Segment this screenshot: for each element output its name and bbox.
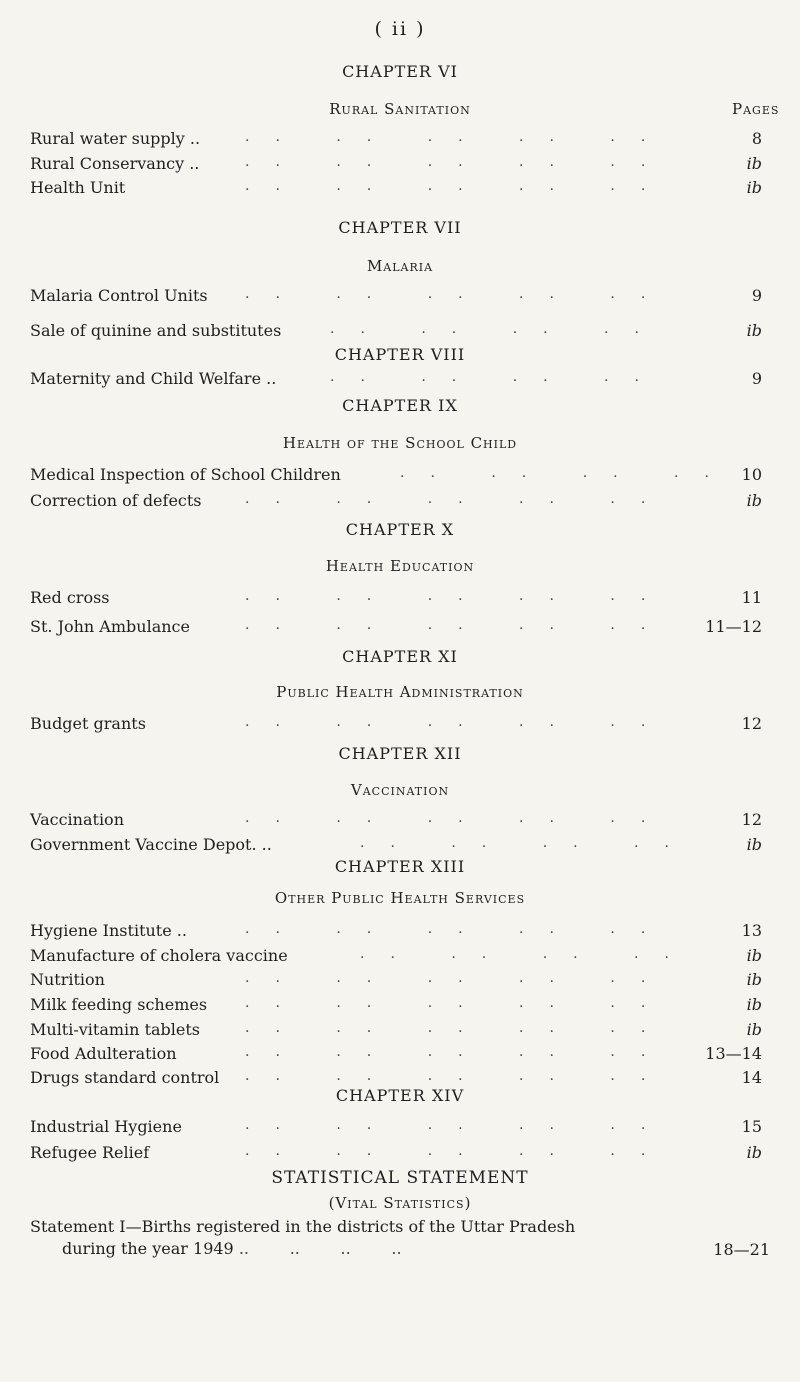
chapter-subtitle: Public Health Administration xyxy=(276,683,524,701)
entry-label: Government Vaccine Depot. .. xyxy=(30,835,272,854)
chapter-heading: CHAPTER VIII xyxy=(334,345,466,364)
entry-page: ib xyxy=(746,321,762,340)
entry-label: Industrial Hygiene xyxy=(30,1117,182,1136)
leader-dots: .. .. .. .. xyxy=(238,1239,402,1258)
entry-label: Food Adulteration xyxy=(30,1044,177,1063)
statistical-subtitle: (Vital Statistics) xyxy=(328,1194,472,1212)
entry-page: ib xyxy=(746,835,762,854)
toc-entry xyxy=(30,810,770,830)
chapter-heading: CHAPTER X xyxy=(345,520,455,539)
entry-label: Health Unit xyxy=(30,178,126,197)
toc-entry xyxy=(30,1143,770,1163)
entry-page: 12 xyxy=(741,714,762,733)
toc-entry xyxy=(30,465,770,485)
leader-dots: .. .. .. .. xyxy=(360,835,695,851)
entry-page: ib xyxy=(746,1020,762,1039)
entry-label: Drugs standard control xyxy=(30,1068,220,1087)
entry-label: Correction of defects xyxy=(30,491,202,510)
page-number: ( ii ) xyxy=(374,18,426,40)
toc-entry xyxy=(30,617,770,637)
entry-label: Nutrition xyxy=(30,970,105,989)
chapter-subtitle: Malaria xyxy=(366,257,434,275)
toc-entry xyxy=(30,1117,770,1137)
chapter-subtitle: Vaccination xyxy=(350,781,450,799)
entry-page: 11—12 xyxy=(705,617,762,636)
leader-dots: .. .. .. .. .. xyxy=(245,178,672,194)
entry-page: 9 xyxy=(751,369,762,388)
leader-dots: .. .. .. .. xyxy=(330,369,665,385)
leader-dots: .. .. .. .. .. xyxy=(245,970,672,986)
toc-entry xyxy=(30,1068,770,1088)
chapter-heading: CHAPTER IX xyxy=(342,396,458,415)
leader-dots: .. .. .. .. .. xyxy=(245,1020,672,1036)
toc-entry xyxy=(30,1020,770,1040)
entry-page: 14 xyxy=(741,1068,762,1087)
toc-entry xyxy=(30,369,770,389)
chapter-subtitle: Health Education xyxy=(325,557,475,575)
leader-dots: .. .. .. .. .. xyxy=(245,1117,672,1133)
entry-label: Rural water supply .. xyxy=(30,129,201,148)
leader-dots: .. .. .. .. .. xyxy=(245,1143,672,1159)
entry-label: Milk feeding schemes xyxy=(30,995,208,1014)
leader-dots: .. .. .. .. .. xyxy=(245,810,672,826)
chapter-subtitle: Health of the School Child xyxy=(282,434,518,452)
leader-dots: .. .. .. .. .. xyxy=(245,491,672,507)
leader-dots: .. .. .. .. .. xyxy=(245,995,672,1011)
toc-entry xyxy=(30,835,770,855)
entry-page: 10 xyxy=(741,465,762,484)
toc-entry xyxy=(30,921,770,941)
entry-label: Red cross xyxy=(30,588,110,607)
chapter-heading: CHAPTER VII xyxy=(338,218,462,237)
toc-entry xyxy=(30,178,770,198)
entry-page: ib xyxy=(746,491,762,510)
toc-entry xyxy=(30,995,770,1015)
toc-entry xyxy=(30,588,770,608)
entry-page: 11 xyxy=(741,588,762,607)
chapter-heading: CHAPTER XIV xyxy=(335,1086,465,1105)
chapter-heading: CHAPTER VI xyxy=(342,62,458,81)
statement-line-1: Statement I—Births registered in the districts of the Uttar Pradesh xyxy=(30,1217,576,1236)
toc-entry xyxy=(30,970,770,990)
chapter-subtitle: Rural Sanitation xyxy=(329,100,471,118)
entry-page: 12 xyxy=(741,810,762,829)
leader-dots: .. .. .. .. .. xyxy=(245,588,672,604)
toc-entry xyxy=(30,286,770,306)
toc-entry xyxy=(30,321,770,341)
leader-dots: .. .. .. .. xyxy=(400,465,735,481)
entry-label: Malaria Control Units xyxy=(30,286,208,305)
entry-page: ib xyxy=(746,178,762,197)
entry-page: 13 xyxy=(741,921,762,940)
leader-dots: .. .. .. .. .. xyxy=(245,617,672,633)
chapter-heading: CHAPTER XI xyxy=(342,647,458,666)
entry-page: ib xyxy=(746,946,762,965)
toc-entry xyxy=(30,129,770,149)
entry-label: Refugee Relief xyxy=(30,1143,150,1162)
leader-dots: .. .. .. .. .. xyxy=(245,714,672,730)
entry-label: Vaccination xyxy=(30,810,124,829)
entry-label: Rural Conservancy .. xyxy=(30,154,200,173)
statement-page: 18—21 xyxy=(713,1240,770,1259)
entry-page: 13—14 xyxy=(705,1044,762,1063)
leader-dots: .. .. .. .. .. xyxy=(245,286,672,302)
chapter-heading: CHAPTER XII xyxy=(338,744,462,763)
entry-page: ib xyxy=(746,154,762,173)
leader-dots: .. .. .. .. .. xyxy=(245,129,672,145)
toc-entry xyxy=(30,946,770,966)
entry-label: Medical Inspection of School Children xyxy=(30,465,341,484)
leader-dots: .. .. .. .. .. xyxy=(245,921,672,937)
entry-label: St. John Ambulance xyxy=(30,617,190,636)
entry-label: Manufacture of cholera vaccine xyxy=(30,946,288,965)
toc-entry xyxy=(30,1044,770,1064)
pages-heading: Pages xyxy=(732,100,780,118)
entry-page: ib xyxy=(746,970,762,989)
entry-label: Multi-vitamin tablets xyxy=(30,1020,200,1039)
entry-page: 15 xyxy=(741,1117,762,1136)
entry-page: ib xyxy=(746,995,762,1014)
entry-page: 8 xyxy=(751,129,762,148)
leader-dots: .. .. .. .. xyxy=(330,321,665,337)
chapter-heading: CHAPTER XIII xyxy=(334,857,466,876)
leader-dots: .. .. .. .. xyxy=(360,946,695,962)
entry-label: Sale of quinine and substitutes xyxy=(30,321,282,340)
entry-label: Budget grants xyxy=(30,714,146,733)
entry-label: Maternity and Child Welfare .. xyxy=(30,369,277,388)
chapter-subtitle: Other Public Health Services xyxy=(274,889,526,907)
leader-dots: .. .. .. .. .. xyxy=(245,1068,672,1084)
leader-dots: .. .. .. .. .. xyxy=(245,1044,672,1060)
toc-entry xyxy=(30,714,770,734)
statistical-title: STATISTICAL STATEMENT xyxy=(271,1168,529,1188)
leader-dots: .. .. .. .. .. xyxy=(245,154,672,170)
entry-page: 9 xyxy=(751,286,762,305)
statement-line-2-text: during the year 1949 xyxy=(62,1239,234,1258)
toc-entry xyxy=(30,491,770,511)
statement-line-2 xyxy=(62,1238,402,1260)
toc-entry xyxy=(30,154,770,174)
entry-label: Hygiene Institute .. xyxy=(30,921,187,940)
entry-page: ib xyxy=(746,1143,762,1162)
